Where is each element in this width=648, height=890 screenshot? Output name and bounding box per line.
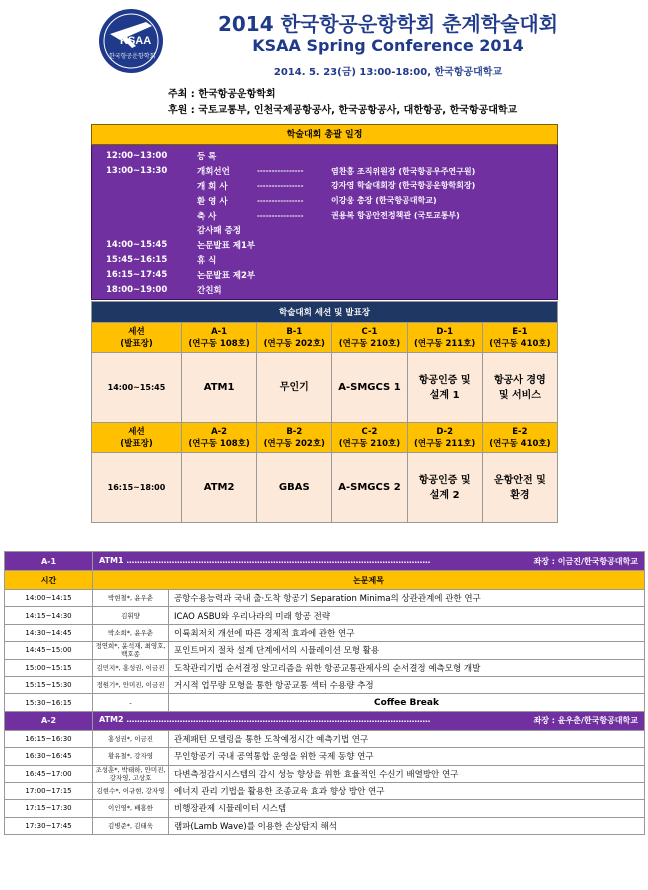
session-topic-line: 무인기 [279,382,309,393]
session-topic [257,353,332,423]
schedule-event: 간친회 [197,285,222,296]
session-label: 세션 [128,426,145,437]
paper-authors: 정연희*, 윤석재, 최영호, 백호종 [93,642,169,659]
session-topic [332,453,407,523]
overall-schedule [91,124,558,300]
session-topic [407,353,482,423]
program-column-header [5,571,645,590]
session-id: A-1 [5,552,93,571]
session-topic-line: A-SMGCS 2 [338,482,401,493]
session-header-row [5,552,645,571]
title-korean: 2014 한국항공운항학회 춘계학술대회 [217,12,559,36]
schedule-time: 16:15~17:45 [106,269,168,280]
session-id: D-2 [436,426,453,437]
schedule-event: 축 사 [197,211,217,222]
session-topic-line: A-SMGCS 1 [338,382,401,393]
paper-title: ICAO ASBU와 우리나라의 미래 항공 전략 [169,607,645,624]
session-sublabel: (발표장) [120,438,153,449]
session-id: D-1 [436,326,453,337]
session-name-cell [93,552,645,571]
schedule-event: 감사패 증정 [197,226,242,237]
schedule-speaker: 이강웅 총장 (한국항공대학교) [331,196,437,206]
paper-time: 17:30~17:45 [5,817,93,834]
paper-title: 무인항공기 국내 공역통합 운영을 위한 국제 동향 연구 [169,748,645,765]
session-label-cell [92,323,182,353]
session-name: ATM2 …………………………………………………………………………………………………… [99,715,431,725]
session-topic [482,353,557,423]
schedule-row [92,149,557,164]
session-time: 16:15~18:00 [92,453,182,523]
paper-title: 램파(Lamb Wave)를 이용한 손상탐지 해석 [169,817,645,834]
title-english: KSAA Spring Conference 2014 [252,36,524,55]
schedule-event: 환 영 사 [197,196,228,207]
session-topic [332,353,407,423]
session-topic-line: 운항안전 및 [493,474,546,486]
room-name: (연구동 210호) [338,438,401,449]
schedule-time: 14:00~15:45 [106,240,168,251]
paper-time: 16:15~16:30 [5,730,93,747]
paper-title: 에너지 관리 기법을 활용한 조종교육 효과 향상 방안 연구 [169,782,645,799]
session-topic-line: 및 서비스 [498,389,541,401]
session-header-row [5,711,645,730]
room-name: (연구동 108호) [188,438,250,449]
session-topic-line: 항공인증 및 [418,374,471,386]
session-topic-line: ATM1 [203,382,235,393]
ksaa-logo [96,6,166,76]
room-name: (연구동 210호) [338,338,401,349]
schedule-row [92,223,557,238]
session-room-header [257,323,332,353]
paper-title: 도착관리기법 순서결정 알고리즘을 위한 항공교통관제사의 순서결정 예측모형 개발 [169,659,645,676]
session-chair: 좌장 : 이금진/한국항공대학교 [533,556,638,566]
room-group2-header [92,423,558,453]
session-id: B-2 [286,426,303,437]
sponsor-line: 후원 : 국토교통부, 인천국제공항공사, 한국공항공사, 대한항공, 한국항공대학교 [168,105,518,116]
schedule-speaker: 염찬홍 조직위원장 (한국항공우주연구원) [331,166,476,176]
paper-time: 17:15~17:30 [5,800,93,817]
schedule-leader: ---------------- [257,211,304,220]
session-topic [257,453,332,523]
col-title-header: 논문제목 [93,571,645,590]
schedule-row [92,208,557,223]
paper-row [5,676,645,693]
paper-authors: 김민지*, 홍성권, 이금진 [93,659,169,676]
session-room-header [407,423,482,453]
schedule-row [92,193,557,208]
schedule-event: 논문발표 제2부 [197,270,256,281]
schedule-speaker: 권용복 항공안전정책관 (국토교통부) [331,211,460,221]
schedule-body [91,145,558,300]
session-id: A-2 [5,711,93,730]
session-topic [182,353,257,423]
session-id: A-1 [211,326,228,337]
paper-row [5,624,645,641]
paper-authors: 황유철*, 강자영 [93,748,169,765]
schedule-event: 논문발표 제1부 [197,241,256,252]
paper-title: 비행장관제 시뮬레이터 시스템 [169,800,645,817]
conference-date: 2014. 5. 23(금) 13:00-18:00, 한국항공대학교 [273,67,503,78]
session-time: 14:00~15:45 [92,353,182,423]
room-name: (연구동 410호) [489,438,551,449]
session-id: B-1 [286,326,303,337]
paper-authors: 박소희*, 윤우춘 [93,624,169,641]
schedule-title: 학술대회 총괄 일정 [91,124,558,145]
session-topic-line: GBAS [278,482,310,493]
schedule-speaker: 강자영 학술대회장 (한국항공운항학회장) [331,181,476,191]
program-table [4,551,645,835]
paper-title: 포인트머지 절차 설계 단계에서의 시뮬레이션 모형 활용 [169,642,645,659]
schedule-event: 개 회 사 [197,181,228,192]
logo-subtext: 한국항공운항학회 [109,53,156,60]
session-label: 세션 [128,326,145,337]
paper-row [5,730,645,747]
paper-authors: 홍성권*, 이금진 [93,730,169,747]
paper-authors: 김현수*, 이규현, 강자영 [93,782,169,799]
paper-time: 15:00~15:15 [5,659,93,676]
session-id: E-1 [512,326,528,337]
paper-row [5,800,645,817]
paper-time: 14:30~14:45 [5,624,93,641]
schedule-time: 13:00~13:30 [106,166,168,177]
paper-time: 15:15~15:30 [5,676,93,693]
session-room-header [332,323,407,353]
schedule-row [92,179,557,194]
session-topic-line: 항공인증 및 [418,474,471,486]
coffee-break: Coffee Break [169,694,645,711]
paper-time: 16:45~17:00 [5,765,93,782]
schedule-time: 18:00~19:00 [106,284,168,295]
session-id: C-2 [361,426,378,437]
paper-authors: 김휘양 [93,607,169,624]
schedule-time: 15:45~16:15 [106,254,168,265]
room-name: (연구동 108호) [188,338,250,349]
paper-row [5,782,645,799]
paper-time: 15:30~16:15 [5,694,93,711]
room-name: (연구동 202호) [263,338,325,349]
room-group1-body [92,353,558,423]
schedule-leader: ---------------- [257,196,304,205]
session-id: E-2 [512,426,528,437]
paper-authors: 정원기*, 안미진, 이금진 [93,676,169,693]
paper-authors: 김병준*, 김태욱 [93,817,169,834]
paper-time: 14:00~14:15 [5,590,93,607]
session-name-wrap [93,715,644,726]
schedule-leader: ---------------- [257,181,304,190]
schedule-event: 등 록 [197,152,217,163]
paper-authors: - [93,694,169,711]
room-name: (연구동 211호) [413,338,476,349]
paper-row [5,694,645,711]
paper-title: 공항수용능력과 국내 출·도착 항공기 Separation Minima의 상관관계에 관한 연구 [169,590,645,607]
paper-authors: 박현철*, 윤우춘 [93,590,169,607]
paper-title: 관제패턴 모델링을 통한 도착예정시간 예측기법 연구 [169,730,645,747]
session-id: C-1 [361,326,378,337]
paper-row [5,642,645,659]
session-sublabel: (발표장) [120,338,153,349]
host-line: 주최 : 한국항공운항학회 [168,89,276,100]
session-room-header [257,423,332,453]
paper-time: 17:00~17:15 [5,782,93,799]
session-room-header [332,423,407,453]
room-group1-header [92,323,558,353]
paper-authors: 이인영*, 배홍한 [93,800,169,817]
session-room-header [182,323,257,353]
session-label-cell [92,423,182,453]
session-topic [407,453,482,523]
session-topic [182,453,257,523]
paper-row [5,748,645,765]
schedule-event: 휴 식 [197,255,217,266]
schedule-time: 12:00~13:00 [106,151,168,162]
paper-title: 거시적 업무량 모형을 통한 항공교통 섹터 수용량 추정 [169,676,645,693]
paper-row [5,659,645,676]
room-group2-body [92,453,558,523]
paper-row [5,765,645,782]
paper-time: 14:45~15:00 [5,642,93,659]
session-topic-line: ATM2 [203,482,235,493]
paper-title: 다변측정감시시스템의 감시 성능 향상을 위한 효율적인 수신기 배열방안 연구 [169,765,645,782]
room-name: (연구동 202호) [263,438,325,449]
session-topic-line: 환경 [510,489,530,501]
schedule-leader: ---------------- [257,167,304,176]
paper-row [5,607,645,624]
session-room-table [91,301,558,523]
session-room-header [182,423,257,453]
col-time-header: 시간 [5,571,93,590]
schedule-row [92,267,557,282]
schedule-row [92,164,557,179]
schedule-row [92,253,557,268]
session-name-cell [93,711,645,730]
paper-row [5,590,645,607]
logo-text: KSAA [120,35,152,47]
schedule-row [92,238,557,253]
paper-title: 이륙최저치 개선에 따른 경제적 효과에 관한 연구 [169,624,645,641]
session-topic-line: 설계 1 [429,389,460,401]
schedule-event: 개회선언 [197,167,230,178]
session-room-header [482,323,557,353]
session-chair: 좌장 : 윤우춘/한국항공대학교 [533,716,638,726]
session-name-wrap [93,556,644,567]
paper-time: 16:30~16:45 [5,748,93,765]
session-topic-line: 설계 2 [429,489,460,501]
session-id: A-2 [211,426,228,437]
paper-authors: 조성훈*, 박태하, 안미진, 강자영, 고상호 [93,765,169,782]
room-name: (연구동 211호) [413,438,476,449]
session-topic [482,453,557,523]
session-name: ATM1 …………………………………………………………………………………………………… [99,555,431,565]
schedule-row [92,282,557,297]
paper-row [5,817,645,834]
room-table-title: 학술대회 세션 및 발표장 [92,302,558,323]
session-topic-line: 항공사 경영 [493,374,546,386]
room-name: (연구동 410호) [489,338,551,349]
paper-time: 14:15~14:30 [5,607,93,624]
session-room-header [482,423,557,453]
session-room-header [407,323,482,353]
